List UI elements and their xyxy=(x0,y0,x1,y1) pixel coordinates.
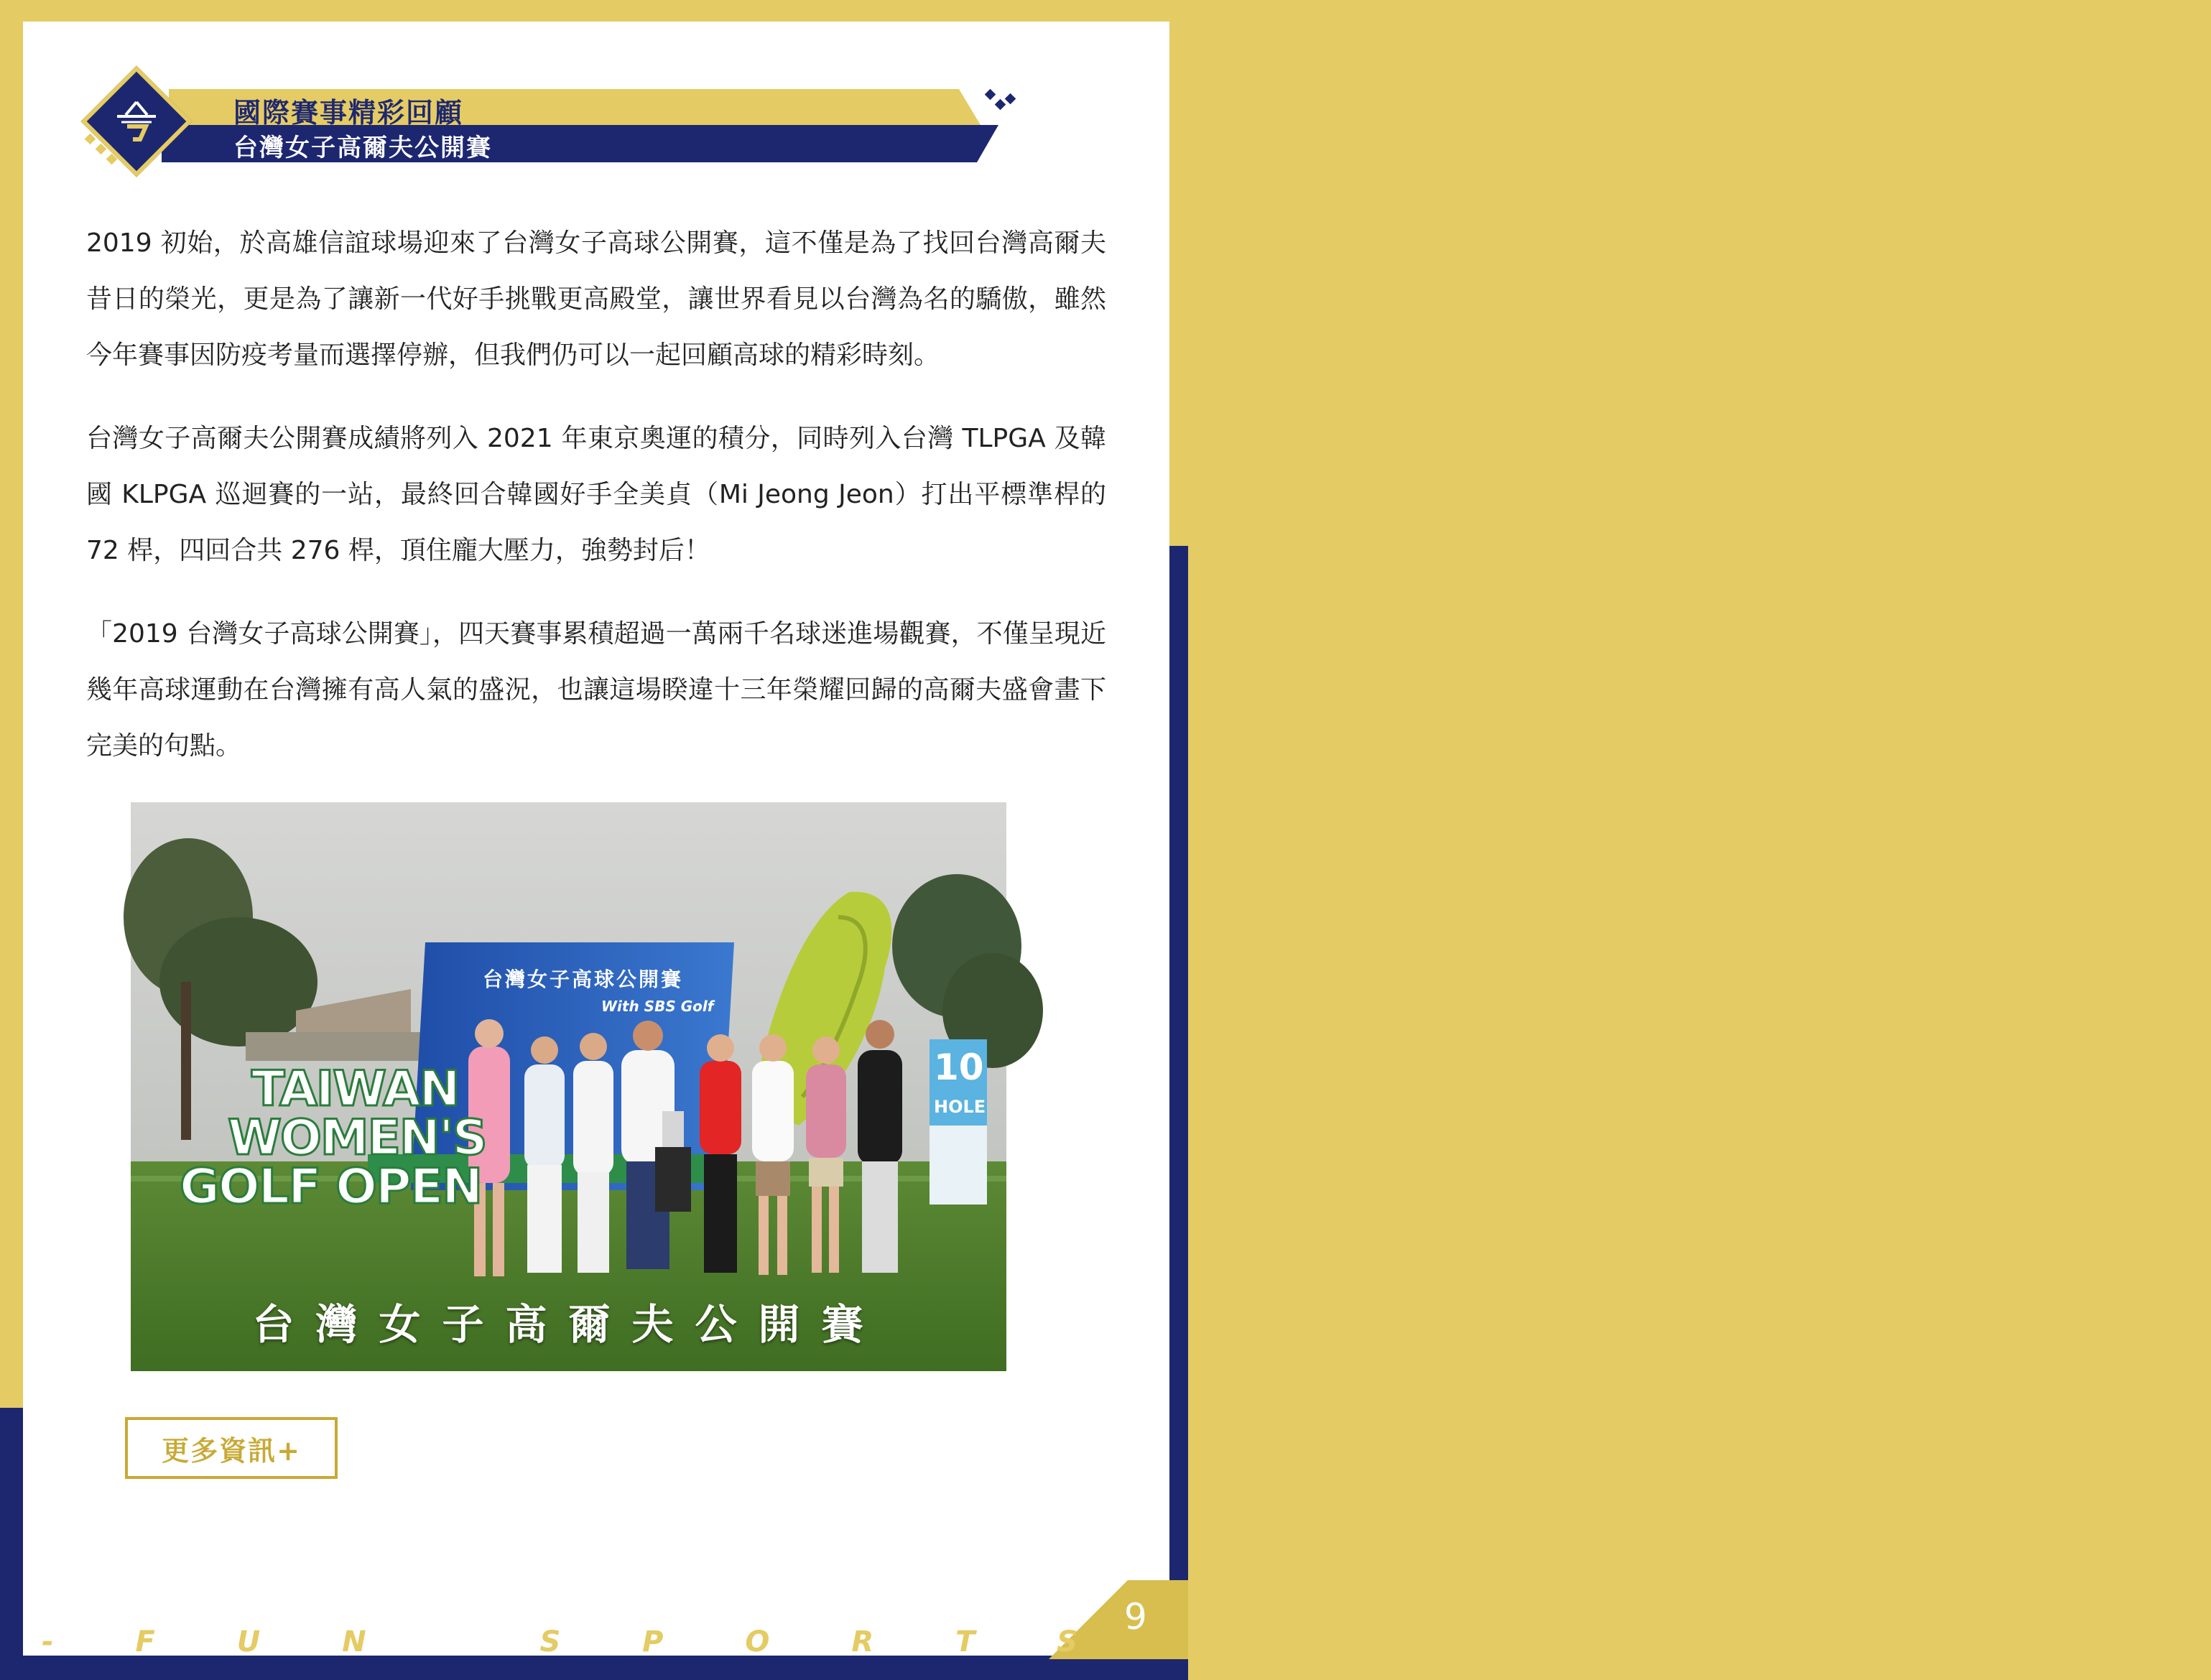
page-number: 9 xyxy=(1124,1596,1147,1638)
article-paragraph: 台灣女子高爾夫公開賽成績將列入 2021 年東京奧運的積分，同時列入台灣 TLPGA 及韓國 KLPGA 巡迴賽的一站，最終回合韓國好手全美貞（Mi Jeong Jeon）打出平標準桿的 72 桿，四回合共 276 桿，頂住龐大壓力，強勢封后！ xyxy=(86,424,1106,565)
sports-administration-logo-icon xyxy=(111,95,162,145)
tournament-logo-line: WOMEN'S xyxy=(228,1110,486,1166)
article-paragraph: 「2019 台灣女子高球公開賽」，四天賽事累積超過一萬兩千名球迷進場觀賽，不僅呈現近幾年高球運動在台灣擁有高人氣的盛況，也讓這場睽違十三年榮耀回歸的高爾夫盛會畫下完美的句點。 xyxy=(86,619,1106,761)
section-header xyxy=(83,73,1009,181)
more-info-button[interactable]: 更多資訊+ xyxy=(125,1417,338,1479)
section-subtitle: 台灣女子高爾夫公開賽 xyxy=(233,134,492,162)
tournament-logo-line: GOLF OPEN xyxy=(180,1159,482,1215)
event-photo xyxy=(131,802,1006,1371)
navy-corner-left xyxy=(0,1408,23,1680)
decor-square xyxy=(985,89,996,101)
hole-label: HOLE xyxy=(934,1097,986,1117)
board-title: 台灣女子高球公開賽 xyxy=(483,967,684,991)
footer-strip xyxy=(0,1656,1188,1680)
footer-tagline: - F U N S P O R T S I N T A I W A N - xyxy=(42,1625,2211,1658)
decor-square xyxy=(995,99,1006,111)
photo-caption: 台灣女子高爾夫公開賽 xyxy=(252,1300,885,1349)
tournament-logo-line: TAIWAN xyxy=(251,1061,459,1118)
board-sponsor: With SBS Golf xyxy=(601,998,714,1015)
article-body xyxy=(86,215,1106,802)
article-paragraph: 2019 初始，於高雄信誼球場迎來了台灣女子高球公開賽，這不僅是為了找回台灣高爾夫昔日的榮光，更是為了讓新一代好手挑戰更高殿堂，讓世界看見以台灣為名的驕傲，雖然今年賽事因防疫考量而選擇停辦，但我們仍可以一起回顧高球的精彩時刻。 xyxy=(86,228,1106,370)
section-title: 國際賽事精彩回顧 xyxy=(233,97,464,129)
hole-number: 10 xyxy=(934,1046,984,1088)
